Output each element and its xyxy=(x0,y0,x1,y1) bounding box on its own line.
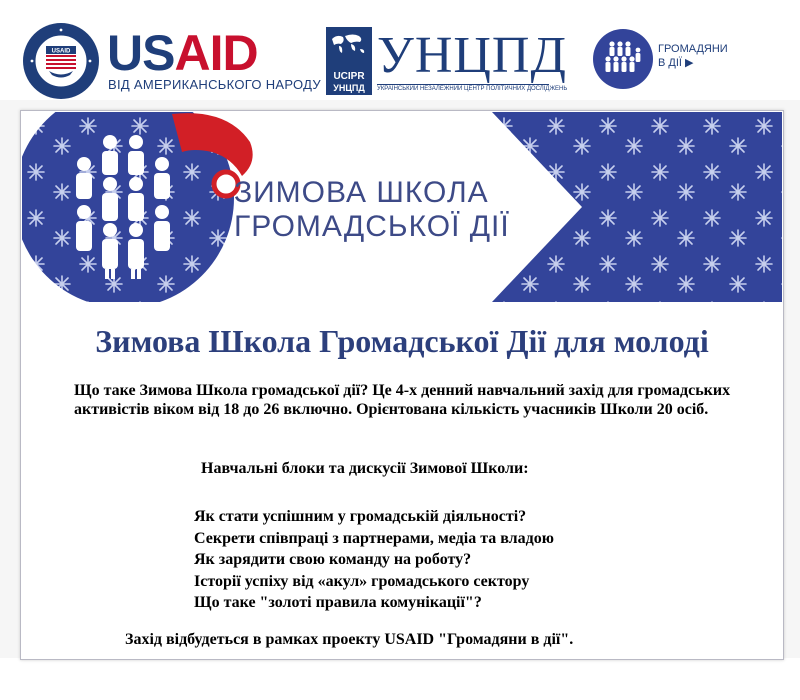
announcement-card xyxy=(20,110,784,660)
hromadiany-wordmark xyxy=(658,42,728,70)
intro-paragraph: Що таке Зимова Школа громадської дії? Це 4-х денний навчальний захід для громадських активістів віком від 18 до 26 включно. Орієнтована кількість учасників Школи 20 осіб. xyxy=(74,382,731,418)
ucipr-tagline: УКРАЇНСЬКИЙ НЕЗАЛЕЖНИЙ ЦЕНТР ПОЛІТИЧНИХ ДОСЛІДЖЕНЬ xyxy=(377,86,568,92)
usaid-tagline: ВІД АМЕРИКАНСЬКОГО НАРОДУ xyxy=(108,77,321,92)
usaid-seal-icon xyxy=(22,22,100,100)
hromadiany-line1: ГРОМАДЯНИ xyxy=(658,43,728,55)
ucipr-divider xyxy=(377,84,549,85)
school-banner xyxy=(22,112,782,302)
ucipr-cyrillic-label: УНЦПД xyxy=(333,83,365,93)
world-map-icon xyxy=(329,31,369,57)
project-note: Захід відбудеться в рамках проекту USAID "Громадяни в дії". xyxy=(125,631,574,648)
topic-item: Секрети співпраці з партнерами, медіа та владою xyxy=(194,529,554,547)
banner-title-line1: ЗИМОВА ШКОЛА xyxy=(234,176,489,209)
svg-text:ЗИМОВА ШКОЛА xyxy=(234,176,489,209)
svg-text:USAID: USAID xyxy=(51,48,71,55)
hromadiany-line2: В ДІЇ ▶ xyxy=(658,57,694,69)
ucipr-wordmark: УНЦПД xyxy=(377,27,567,84)
banner-title-line2: ГРОМАДСЬКОЇ ДІЇ xyxy=(234,210,510,243)
topic-item: Що таке "золоті правила комунікації"? xyxy=(194,594,482,611)
page-title: Зимова Школа Громадської Дії для молоді xyxy=(95,323,709,359)
hromadiany-logo-icon xyxy=(592,28,654,90)
partner-logos xyxy=(0,0,800,100)
topic-item: Історії успіху від «акул» громадського сектору xyxy=(194,572,530,590)
play-triangle-icon: ▶ xyxy=(685,57,694,69)
topic-item: Як стати успішним у громадській діяльності? xyxy=(194,508,527,525)
blocks-heading: Навчальні блоки та дискусії Зимової Школи: xyxy=(201,460,529,477)
svg-text:ГРОМАДСЬКОЇ ДІЇ xyxy=(234,210,510,243)
topic-item: Як зарядити свою команду на роботу? xyxy=(194,551,472,568)
topics-list xyxy=(194,506,714,614)
ucipr-latin-label: UCIPR xyxy=(333,71,365,82)
ucipr-emblem xyxy=(326,27,372,95)
usaid-wordmark: USAID xyxy=(107,25,258,81)
